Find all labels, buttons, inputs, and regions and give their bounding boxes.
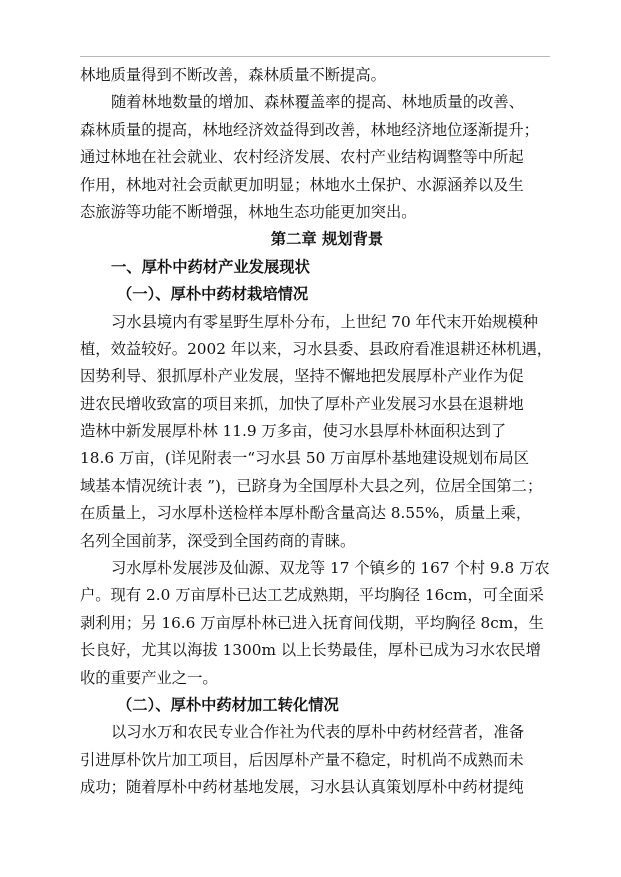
section-heading: 一、厚朴中药材产业发展现状 xyxy=(111,257,310,276)
paragraph-line: 随着林地数量的增加、森林覆盖率的提高、林地质量的改善、 xyxy=(111,93,525,112)
subsection-heading: （一）、厚朴中药材栽培情况 xyxy=(117,285,309,304)
paragraph-line: 在质量上，习水厚朴送检样本厚朴酚含量高达 8.55%，质量上乘， xyxy=(80,504,532,523)
paragraph-line: 林地质量得到不断改善，森林质量不断提高。 xyxy=(80,66,386,84)
paragraph-line: 域基本情况统计表 ”)，已跻身为全国厚朴大县之列，位居全国第二； xyxy=(80,476,543,495)
paragraph-line: 习水县境内有零星野生厚朴分布，上世纪 70 年代末开始规模种 xyxy=(111,312,538,331)
paragraph-line: 名列全国前茅，深受到全国药商的青睐。 xyxy=(80,531,356,550)
paragraph-line: 习水厚朴发展涉及仙源、双龙等 17 个镇乡的 167 个村 9.8 万农 xyxy=(111,559,550,578)
page-header-rule xyxy=(80,56,550,57)
paragraph-line: 引进厚朴饮片加工项目，后因厚朴产量不稳定，时机尚不成熟而未 xyxy=(80,750,524,769)
chapter-title: 第二章 规划背景 xyxy=(270,230,384,249)
paragraph-line: 森林质量的提高，林地经济效益得到改善，林地经济地位逐渐提升； xyxy=(80,120,539,139)
paragraph-line: 造林中新发展厚朴林 11.9 万多亩，使习水县厚朴林面积达到了 xyxy=(80,422,507,441)
paragraph-line: 剥利用；另 16.6 万亩厚朴林已进入抚育间伐期，平均胸径 8cm，生 xyxy=(80,613,544,632)
paragraph-line: 作用，林地对社会贡献更加明显；林地水土保护、水源涵养以及生 xyxy=(80,175,524,194)
paragraph-line: 收的重要产业之一。 xyxy=(80,668,218,687)
paragraph-line: 18.6 万亩，(详见附表一“习水县 50 万亩厚朴基地建设规划布局区 xyxy=(80,449,530,468)
subsection-heading: （二）、厚朴中药材加工转化情况 xyxy=(117,695,339,714)
paragraph-line: 植，效益较好。2002 年以来，习水县委、县政府看准退耕还林机遇， xyxy=(80,339,553,358)
paragraph-line: 进农民增收致富的项目来抓，加快了厚朴产业发展习水县在退耕地 xyxy=(80,394,524,413)
paragraph-line: 因势利导、狠抓厚朴产业发展，坚持不懈地把发展厚朴产业作为促 xyxy=(80,367,524,386)
paragraph-line: 成功；随着厚朴中药材基地发展，习水县认真策划厚朴中药材提纯 xyxy=(80,778,524,797)
paragraph-line: 户。现有 2.0 万亩厚朴已达工艺成熟期，平均胸径 16cm，可全面采 xyxy=(80,586,544,605)
paragraph-line: 以习水万和农民专业合作社为代表的厚朴中药材经营者，准备 xyxy=(111,723,525,742)
paragraph-line: 态旅游等功能不断增强，林地生态功能更加突出。 xyxy=(80,202,417,221)
paragraph-line: 通过林地在社会就业、农村经济发展、农村产业结构调整等中所起 xyxy=(80,148,524,167)
document-body xyxy=(80,62,553,802)
paragraph-line: 长良好，尤其以海拔 1300m 以上长势最佳，厚朴已成为习水农民增 xyxy=(80,641,541,660)
